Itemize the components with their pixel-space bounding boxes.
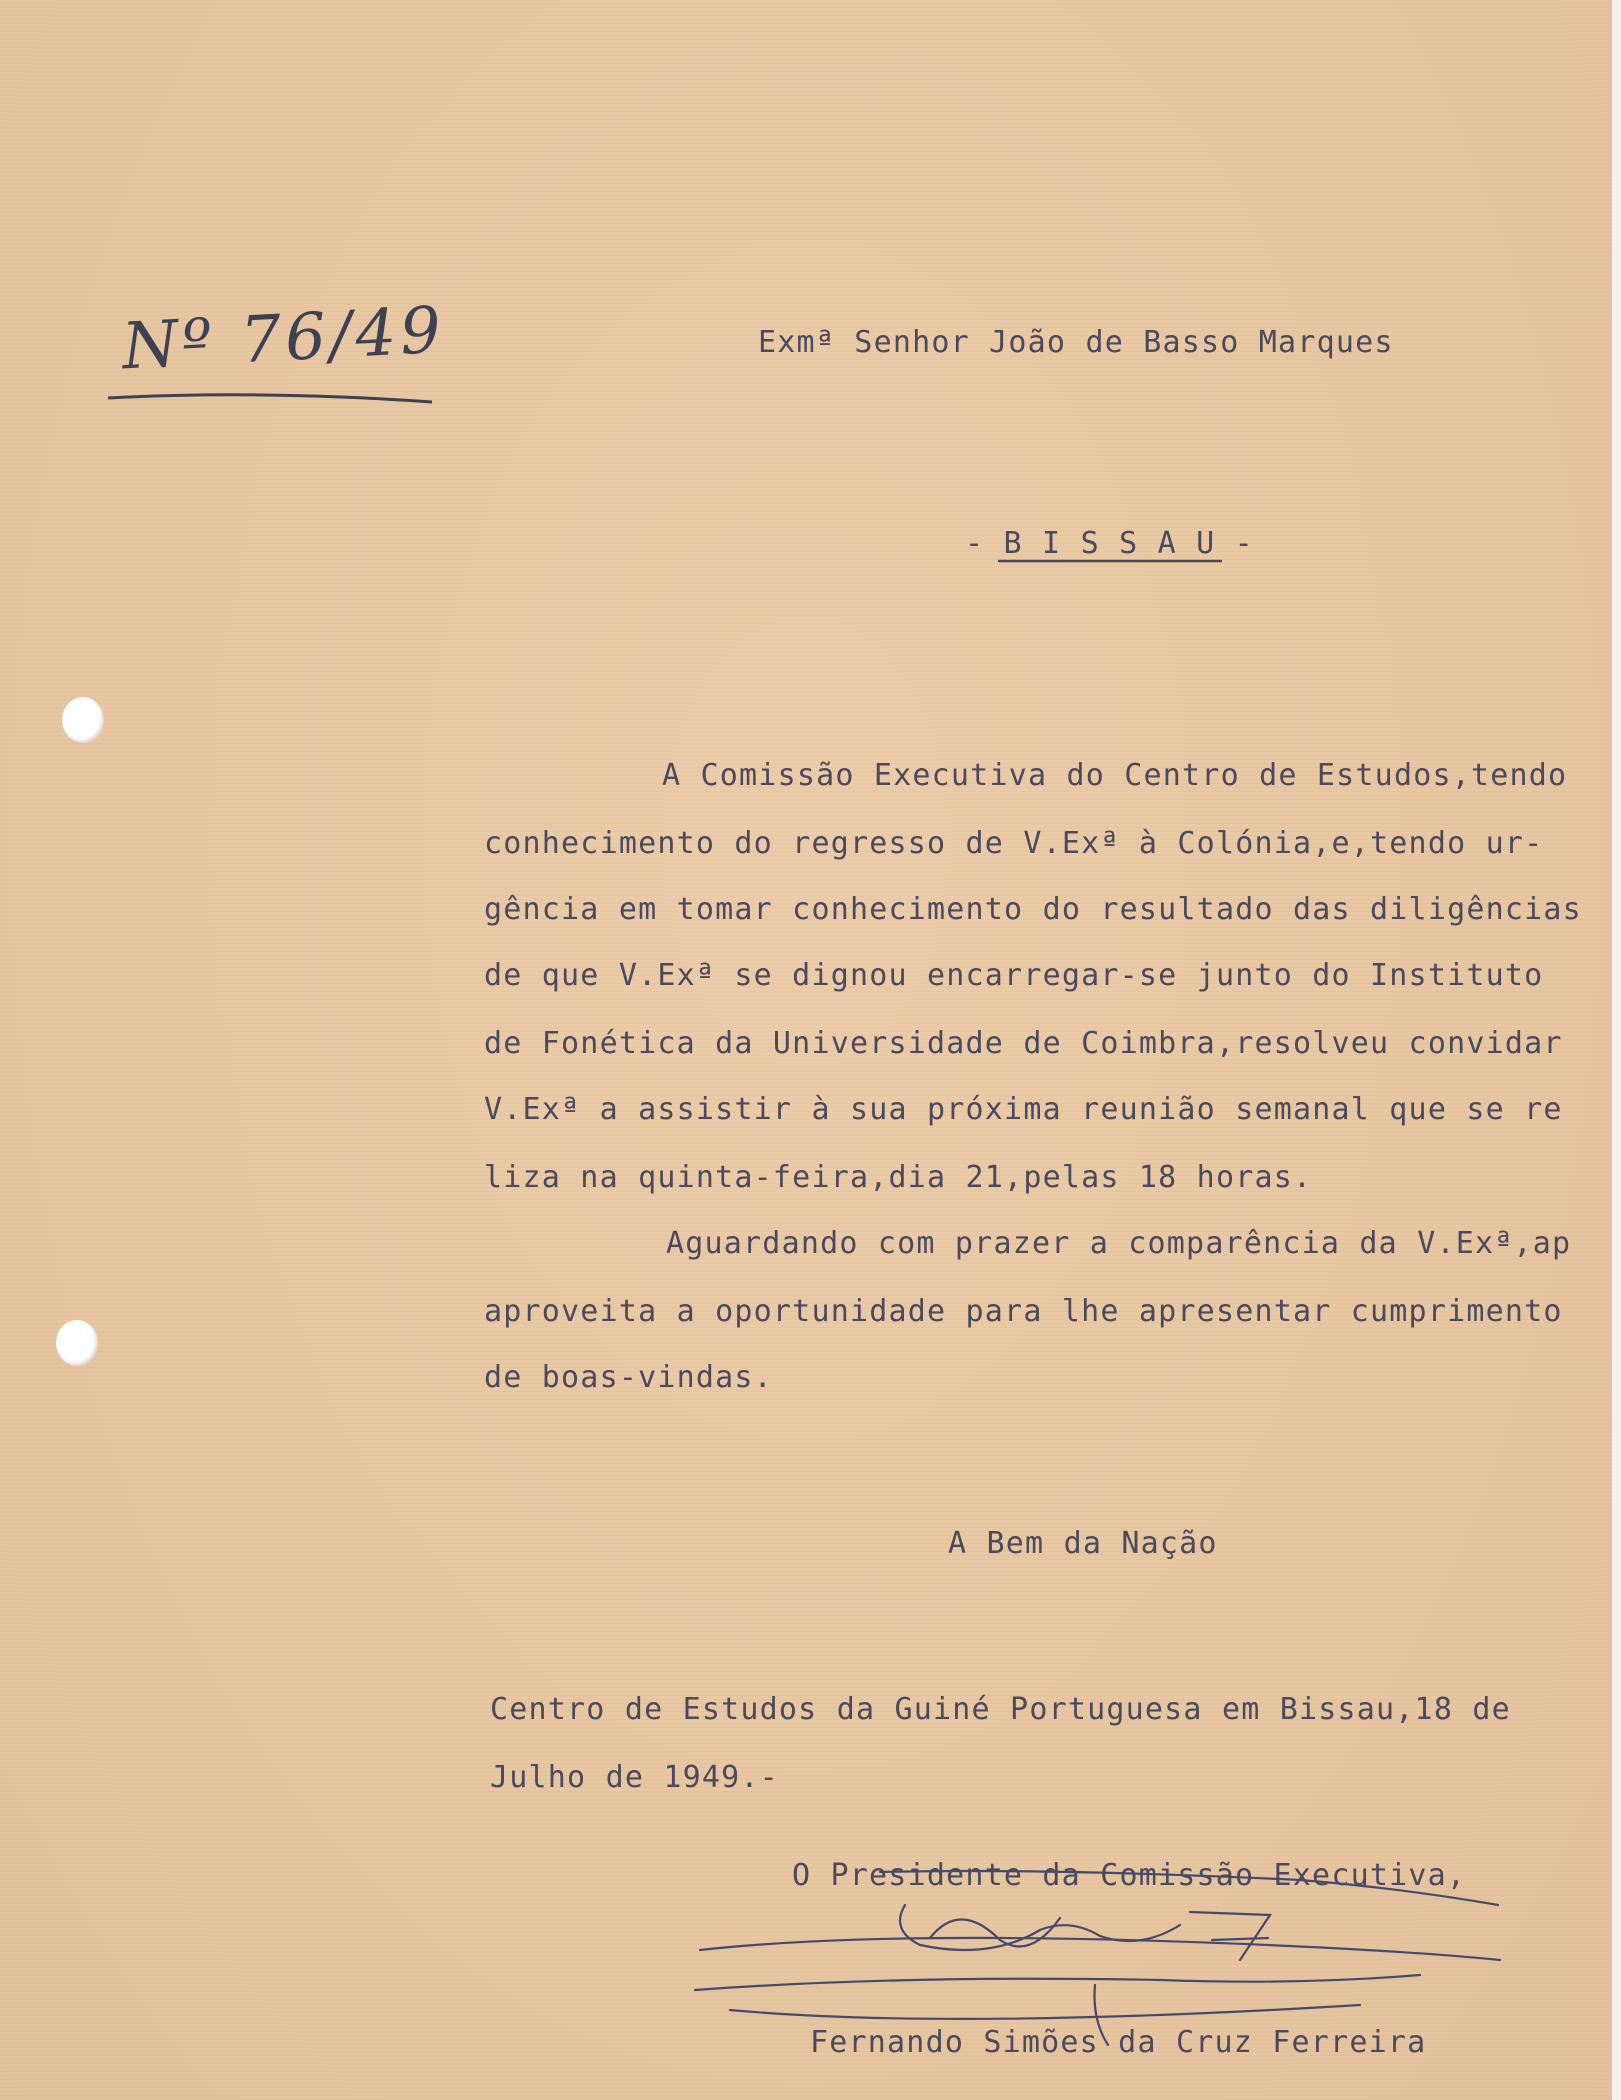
body-line-4: de que V.Exª se dignou encarregar-se junto do Instituto xyxy=(484,958,1544,993)
body-line-6: V.Exª a assistir à sua próxima reunião semanal que se re xyxy=(484,1092,1563,1127)
signatory-name: Fernando Simões da Cruz Ferreira xyxy=(810,2025,1427,2060)
body-line-1: A Comissão Executiva do Centro de Estudos,tendo xyxy=(662,758,1568,793)
body-line-3: gência em tomar conhecimento do resultado das diligências xyxy=(484,892,1582,927)
page-edge xyxy=(1612,0,1621,2100)
punch-hole-top xyxy=(62,697,104,743)
signature xyxy=(0,0,1,1)
body-line-10: de boas-vindas. xyxy=(484,1360,773,1395)
city-heading-text: - B I S S A U - xyxy=(965,526,1254,561)
punch-hole-bottom xyxy=(56,1320,98,1366)
body-line-5: de Fonética da Universidade de Coimbra,resolveu convidar xyxy=(484,1026,1563,1061)
place-date-line-2: Julho de 1949.- xyxy=(490,1760,779,1795)
addressee: Exmª Senhor João de Basso Marques xyxy=(758,325,1394,360)
reference-number: Nº 76/49 xyxy=(120,293,447,385)
body-line-8: Aguardando com prazer a comparência da V.Exª,ap xyxy=(666,1226,1572,1261)
city-heading xyxy=(965,526,1254,561)
signatory-title: O Presidente da Comissão Executiva, xyxy=(792,1858,1467,1893)
closing-salutation: A Bem da Nação xyxy=(948,1526,1218,1561)
place-date-line-1: Centro de Estudos da Guiné Portuguesa em Bissau,18 de xyxy=(490,1692,1511,1727)
body-line-2: conhecimento do regresso de V.Exª à Colónia,e,tendo ur- xyxy=(484,826,1544,861)
body-line-9: aproveita a oportunidade para lhe apresentar cumprimento xyxy=(484,1294,1563,1329)
body-line-7: liza na quinta-feira,dia 21,pelas 18 horas. xyxy=(484,1160,1313,1195)
